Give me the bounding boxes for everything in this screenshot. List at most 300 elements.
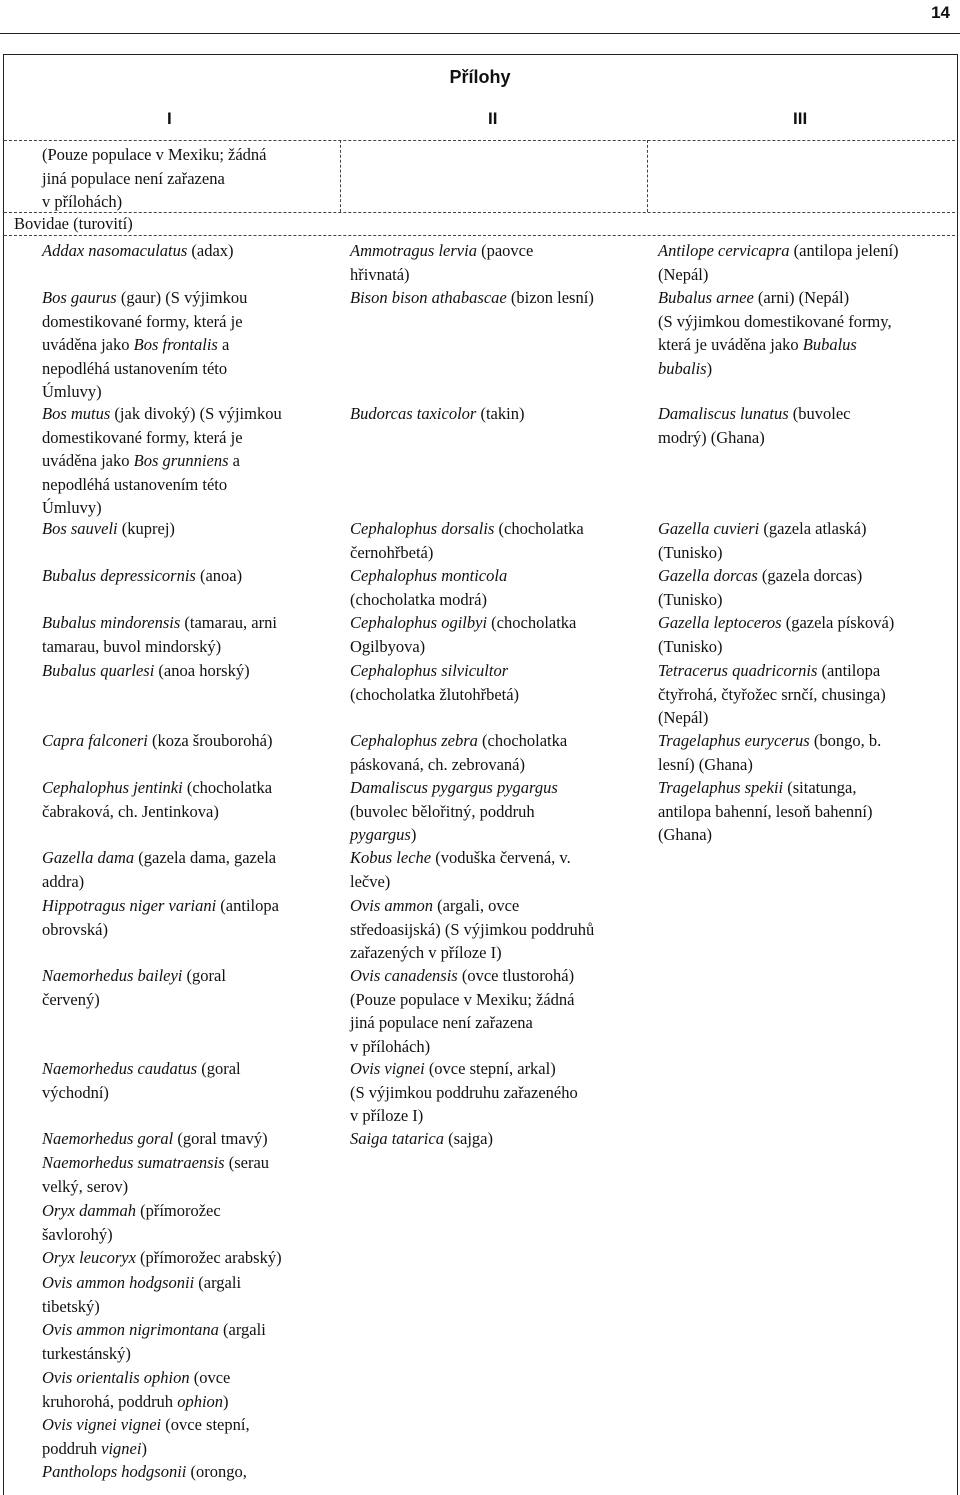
species-common-name: která je uváděna jako — [658, 335, 803, 354]
species-common-name: (gazela dorcas) — [757, 566, 863, 585]
species-entry — [350, 659, 519, 706]
column-divider — [647, 140, 648, 212]
species-common-name: (ovce stepní, arkal) — [424, 1059, 556, 1078]
species-common-name: velký, serov) — [42, 1176, 129, 1196]
entry-line — [658, 286, 892, 310]
entry-line — [658, 402, 851, 426]
entry-line — [42, 1081, 241, 1105]
entry-line — [350, 1057, 578, 1081]
species-entry — [658, 517, 866, 564]
entry-line — [350, 683, 519, 707]
species-common-name: (gazela dama, gazela — [134, 848, 277, 867]
species-common-name: (buvolec — [788, 404, 851, 423]
header-divider — [4, 140, 955, 141]
species-common-name: (chocholatka — [494, 519, 584, 538]
entry-line — [658, 706, 886, 730]
species-common-name: (bizon lesní) — [506, 288, 594, 307]
entry-line — [42, 496, 282, 520]
species-common-name: addra) — [42, 871, 85, 891]
species-entry — [658, 239, 899, 286]
species-entry — [42, 1271, 241, 1318]
species-name: Saiga tatarica — [350, 1129, 444, 1148]
species-common-name: (kuprej) — [117, 519, 175, 538]
entry-line — [658, 357, 892, 381]
species-name: Bos grunniens — [133, 451, 229, 470]
species-common-name: červený) — [42, 989, 100, 1009]
species-name: Tragelaphus spekii — [658, 778, 784, 797]
entry-line — [350, 1127, 493, 1151]
species-common-name: uváděna jako — [42, 451, 134, 470]
species-name: Ovis ammon nigrimontana — [42, 1320, 219, 1339]
species-common-name: (paovce — [476, 241, 534, 260]
entry-line — [658, 564, 862, 588]
entry-line — [350, 753, 567, 777]
species-name: Bos mutus — [42, 404, 111, 423]
entry-line — [350, 1035, 575, 1059]
species-common-name: (goral tmavý) — [173, 1129, 268, 1148]
entry-line — [42, 964, 226, 988]
species-entry — [350, 1127, 493, 1151]
entry-line — [658, 310, 892, 334]
entry-line — [42, 1437, 250, 1461]
species-common-name: (koza šrouborohá) — [147, 731, 273, 750]
species-common-name: turkestánský) — [42, 1343, 131, 1363]
entry-line — [42, 333, 247, 357]
entry-line — [42, 1366, 230, 1390]
species-common-name: černohřbetá) — [350, 542, 434, 562]
species-entry — [42, 729, 273, 753]
entry-line — [42, 1246, 282, 1270]
species-common-name: (Pouze populace v Mexiku; žádná — [350, 989, 575, 1009]
species-common-name: ) — [223, 1391, 229, 1411]
species-common-name: (ovce tlustorohá) — [457, 966, 575, 985]
entry-line — [350, 611, 576, 635]
species-entry — [42, 286, 247, 404]
species-common-name: nepodléhá ustanovením této — [42, 474, 228, 494]
species-name: vignei — [101, 1438, 142, 1458]
species-common-name: lesní) (Ghana) — [658, 754, 753, 774]
column-header-II: II — [488, 109, 498, 128]
species-common-name: Úmluvy) — [42, 382, 102, 401]
species-entry — [42, 564, 242, 588]
entry-line — [658, 753, 881, 777]
species-name: Gazella cuvieri — [658, 519, 760, 538]
species-entry — [42, 1460, 247, 1484]
species-common-name: (Tunisko) — [658, 636, 723, 656]
species-name: Bubalus depressicornis — [42, 566, 196, 585]
entry-line — [42, 635, 277, 659]
species-common-name: domestikované formy, která je — [42, 427, 243, 447]
entry-line — [350, 541, 584, 565]
species-entry — [42, 611, 277, 658]
species-entry — [350, 517, 584, 564]
species-common-name: Ogilbyova) — [350, 636, 426, 656]
species-name: Pantholops hodgsonii — [42, 1462, 187, 1481]
entry-line — [350, 402, 524, 426]
family-heading: Bovidae (turovití) — [14, 214, 133, 233]
species-entry — [350, 776, 558, 847]
species-common-name: lečve) — [350, 871, 391, 891]
species-entry — [658, 402, 851, 449]
species-entry — [42, 659, 250, 683]
entry-line — [658, 683, 886, 707]
species-common-name: (adax) — [187, 241, 234, 260]
species-common-name: domestikované formy, která je — [42, 311, 243, 331]
species-name: Ammotragus lervia — [350, 241, 477, 260]
species-entry — [42, 1199, 221, 1246]
entry-line — [42, 1199, 221, 1223]
species-common-name: (sajga) — [443, 1129, 493, 1148]
species-common-name: a — [217, 335, 230, 354]
entry-line — [42, 1271, 241, 1295]
species-common-name: zařazených v příloze I) — [350, 943, 502, 962]
entry-line — [350, 964, 575, 988]
species-common-name: (arni) (Nepál) — [753, 288, 850, 307]
species-name: Bubalus quarlesi — [42, 661, 155, 680]
species-name: Oryx leucoryx — [42, 1248, 136, 1267]
species-common-name: a — [228, 451, 240, 470]
species-common-name: hřivnatá) — [350, 264, 410, 284]
entry-line — [350, 239, 533, 263]
entry-line — [42, 1413, 250, 1437]
species-common-name: (goral — [182, 966, 226, 985]
species-common-name: antilopa bahenní, lesoň bahenní) — [658, 801, 873, 821]
species-common-name: (S výjimkou poddruhu zařazeného — [350, 1082, 578, 1102]
species-name: Bubalus — [802, 335, 857, 354]
species-entry — [350, 402, 524, 426]
species-entry — [42, 1413, 250, 1460]
column-header-III: III — [793, 109, 808, 128]
species-name: Cephalophus monticola — [350, 566, 508, 585]
species-common-name: tamarau, buvol mindorský) — [42, 636, 222, 656]
entry-line — [42, 1223, 221, 1247]
entry-line — [42, 1390, 230, 1414]
entry-line — [42, 870, 276, 894]
species-common-name: středoasijská) (S výjimkou poddruhů — [350, 919, 595, 939]
entry-line — [658, 611, 894, 635]
entry-line — [350, 823, 558, 847]
species-name: Gazella dama — [42, 848, 135, 867]
species-name: Hippotragus niger variani — [42, 896, 217, 915]
entry-line — [42, 846, 276, 870]
species-entry — [42, 1246, 282, 1270]
species-common-name: (gazela písková) — [781, 613, 895, 632]
species-name: Bos gaurus — [42, 288, 117, 307]
species-common-name: východní) — [42, 1082, 109, 1102]
species-common-name: jiná populace není zařazena — [350, 1013, 533, 1032]
species-common-name: (jak divoký) (S výjimkou — [110, 404, 282, 423]
species-common-name: (přímorožec — [135, 1201, 221, 1220]
species-entry — [350, 239, 533, 286]
species-name: Ovis vignei vignei — [42, 1415, 162, 1434]
entry-line — [42, 517, 175, 541]
entry-line — [350, 1104, 578, 1128]
entry-line — [42, 729, 273, 753]
species-common-name: (argali — [218, 1320, 266, 1339]
entry-line — [350, 846, 571, 870]
species-common-name: v přílohách) — [350, 1036, 431, 1056]
species-name: Budorcas taxicolor — [350, 404, 477, 423]
species-common-name: (Nepál) — [658, 264, 709, 284]
species-common-name: (S výjimkou domestikované formy, — [658, 311, 892, 331]
species-name: Addax nasomaculatus — [42, 241, 188, 260]
entry-line — [42, 800, 272, 824]
entry-line — [42, 1295, 241, 1319]
note-line: v přílohách) — [42, 192, 123, 211]
species-entry — [42, 1127, 268, 1151]
species-common-name: (Tunisko) — [658, 589, 723, 609]
column-header-I: I — [167, 109, 172, 128]
entry-line — [658, 588, 862, 612]
species-common-name: (tamarau, arni — [180, 613, 277, 632]
species-entry — [42, 1151, 269, 1198]
species-entry — [658, 286, 892, 380]
species-common-name: čabraková, ch. Jentinkova) — [42, 801, 219, 821]
entry-line — [350, 564, 507, 588]
species-entry — [658, 659, 886, 730]
entry-line — [350, 635, 576, 659]
species-entry — [658, 729, 881, 776]
entry-line — [42, 1318, 266, 1342]
entry-line — [350, 894, 594, 918]
species-common-name: čtyřrohá, čtyřožec srnčí, chusinga) — [658, 684, 886, 704]
species-common-name: (gazela atlaská) — [759, 519, 867, 538]
entry-line — [42, 310, 247, 334]
page-number: 14 — [931, 3, 950, 22]
entry-line — [350, 729, 567, 753]
species-common-name: (gaur) (S výjimkou — [116, 288, 248, 307]
species-name: Damaliscus pygargus pygargus — [350, 778, 558, 797]
species-common-name: (anoa) — [195, 566, 243, 585]
entry-line — [350, 263, 533, 287]
species-name: Kobus leche — [350, 848, 432, 867]
species-entry — [658, 564, 862, 611]
species-name: Ovis orientalis ophion — [42, 1368, 190, 1387]
species-entry — [350, 846, 571, 893]
species-name: Naemorhedus goral — [42, 1129, 174, 1148]
species-common-name: (argali — [194, 1273, 242, 1292]
species-common-name: v příloze I) — [350, 1106, 424, 1125]
species-name: Bubalus mindorensis — [42, 613, 181, 632]
species-name: Gazella dorcas — [658, 566, 758, 585]
species-name: Naemorhedus sumatraensis — [42, 1153, 225, 1172]
species-common-name: (ovce — [189, 1368, 231, 1387]
species-name: Tragelaphus eurycerus — [658, 731, 810, 750]
species-entry — [42, 846, 276, 893]
species-entry — [350, 611, 576, 658]
species-name: Bos sauveli — [42, 519, 118, 538]
species-entry — [42, 1057, 241, 1104]
entry-line — [350, 941, 594, 965]
species-entry — [42, 1366, 230, 1413]
entry-line — [658, 426, 851, 450]
species-name: Cephalophus silvicultor — [350, 661, 509, 680]
species-common-name: (antilopa — [817, 661, 881, 680]
species-common-name: Úmluvy) — [42, 498, 102, 517]
species-common-name: (chocholatka modrá) — [350, 589, 487, 609]
entry-line — [42, 1057, 241, 1081]
entry-line — [42, 402, 282, 426]
species-common-name: (sitatunga, — [783, 778, 857, 797]
species-name: Gazella leptoceros — [658, 613, 782, 632]
species-entry — [42, 517, 175, 541]
species-common-name: (Nepál) — [658, 708, 709, 727]
species-common-name: páskovaná, ch. zebrovaná) — [350, 754, 525, 774]
entry-line — [350, 776, 558, 800]
species-entry — [350, 894, 594, 965]
entry-line — [350, 286, 594, 310]
species-common-name: (Ghana) — [658, 825, 713, 844]
entry-line — [350, 517, 584, 541]
entry-line — [350, 918, 594, 942]
species-entry — [350, 286, 594, 310]
note-line: jiná populace není zařazena — [42, 168, 225, 188]
species-common-name: (takin) — [476, 404, 525, 423]
top-note — [42, 143, 267, 214]
species-name: Bos frontalis — [133, 335, 218, 354]
species-name: Ovis ammon — [350, 896, 433, 915]
entry-line — [42, 776, 272, 800]
species-common-name: (anoa horský) — [154, 661, 250, 680]
species-name: Naemorhedus baileyi — [42, 966, 183, 985]
entry-line — [42, 988, 226, 1012]
species-entry — [658, 776, 872, 847]
entry-line — [658, 541, 866, 565]
species-common-name: ) — [141, 1438, 147, 1458]
species-name: Ovis vignei — [350, 1059, 425, 1078]
species-common-name: ) — [410, 825, 417, 844]
entry-line — [658, 800, 872, 824]
species-common-name: (serau — [224, 1153, 270, 1172]
species-entry — [42, 776, 272, 823]
entry-line — [350, 1081, 578, 1105]
species-name: ophion — [177, 1391, 224, 1411]
entry-line — [658, 239, 899, 263]
entry-line — [350, 988, 575, 1012]
species-entry — [42, 894, 279, 941]
entry-line — [42, 426, 282, 450]
species-common-name: nepodléhá ustanovením této — [42, 358, 228, 378]
species-name: Bubalus arnee — [658, 288, 754, 307]
species-common-name: (ovce stepní, — [161, 1415, 250, 1434]
species-entry — [42, 1318, 266, 1365]
species-common-name: šavlorohý) — [42, 1224, 113, 1244]
species-common-name: (argali, ovce — [432, 896, 520, 915]
species-entry — [42, 964, 226, 1011]
species-name: Bison bison athabascae — [350, 288, 507, 307]
species-name: pygargus — [350, 825, 411, 844]
species-common-name: uváděna jako — [42, 335, 134, 354]
entry-line — [42, 1127, 268, 1151]
species-name: Damaliscus lunatus — [658, 404, 789, 423]
entry-line — [42, 473, 282, 497]
species-entry — [350, 964, 575, 1058]
species-common-name: (bongo, b. — [809, 731, 882, 750]
entry-line — [42, 659, 250, 683]
entry-line — [42, 1175, 269, 1199]
species-common-name: (chocholatka žlutohřbetá) — [350, 684, 520, 704]
entry-line — [42, 239, 234, 263]
entry-line — [658, 333, 892, 357]
species-common-name: (voduška červená, v. — [431, 848, 571, 867]
species-name: Cephalophus jentinki — [42, 778, 183, 797]
species-name: Ovis ammon hodgsonii — [42, 1273, 195, 1292]
species-common-name: (chocholatka — [182, 778, 273, 797]
species-name: Antilope cervicapra — [658, 241, 790, 260]
column-divider — [340, 140, 341, 212]
species-common-name: (antilopa — [216, 896, 279, 915]
species-name: Cephalophus zebra — [350, 731, 478, 750]
entry-line — [350, 870, 571, 894]
entry-line — [42, 1460, 247, 1484]
entry-line — [42, 564, 242, 588]
entry-line — [658, 517, 866, 541]
species-name: Ovis canadensis — [350, 966, 458, 985]
entry-line — [42, 1342, 266, 1366]
entry-line — [42, 918, 279, 942]
entry-line — [42, 1151, 269, 1175]
page-title: Přílohy — [449, 67, 511, 87]
species-entry — [42, 402, 282, 520]
species-common-name: (buvolec bělořitný, poddruh — [350, 801, 535, 821]
species-entry — [350, 564, 507, 611]
note-line: (Pouze populace v Mexiku; žádná — [42, 145, 267, 164]
species-name: Naemorhedus caudatus — [42, 1059, 198, 1078]
species-common-name: (antilopa jelení) — [789, 241, 899, 260]
entry-line — [42, 449, 282, 473]
species-name: bubalis — [658, 358, 707, 378]
entry-line — [42, 380, 247, 404]
species-common-name: (přímorožec arabský) — [135, 1248, 282, 1267]
species-entry — [658, 611, 894, 658]
entry-line — [350, 659, 519, 683]
entry-line — [350, 588, 507, 612]
species-common-name: (Tunisko) — [658, 542, 723, 562]
species-name: Capra falconeri — [42, 731, 148, 750]
species-common-name: poddruh — [42, 1438, 102, 1458]
entry-line — [658, 659, 886, 683]
entry-line — [350, 800, 558, 824]
species-common-name: (goral — [197, 1059, 241, 1078]
entry-line — [42, 286, 247, 310]
species-name: Cephalophus ogilbyi — [350, 613, 488, 632]
species-name: Oryx dammah — [42, 1201, 136, 1220]
entry-line — [350, 1011, 575, 1035]
species-entry — [350, 729, 567, 776]
species-entry — [42, 239, 234, 263]
species-common-name: obrovská) — [42, 919, 108, 939]
entry-line — [658, 823, 872, 847]
species-name: Tetracerus quadricornis — [658, 661, 818, 680]
header-rule — [0, 33, 960, 34]
family-divider — [4, 235, 955, 236]
entry-line — [42, 357, 247, 381]
entry-line — [42, 894, 279, 918]
species-common-name: modrý) (Ghana) — [658, 427, 765, 447]
species-common-name: ) — [706, 358, 713, 378]
species-common-name: (orongo, — [186, 1462, 247, 1481]
species-common-name: kruhorohá, poddruh — [42, 1391, 178, 1411]
entry-line — [42, 611, 277, 635]
entry-line — [658, 776, 872, 800]
species-name: Cephalophus dorsalis — [350, 519, 495, 538]
species-entry — [350, 1057, 578, 1128]
entry-line — [658, 263, 899, 287]
species-common-name: (chocholatka — [477, 731, 568, 750]
species-common-name: (chocholatka — [487, 613, 577, 632]
entry-line — [658, 729, 881, 753]
species-common-name: tibetský) — [42, 1296, 100, 1316]
